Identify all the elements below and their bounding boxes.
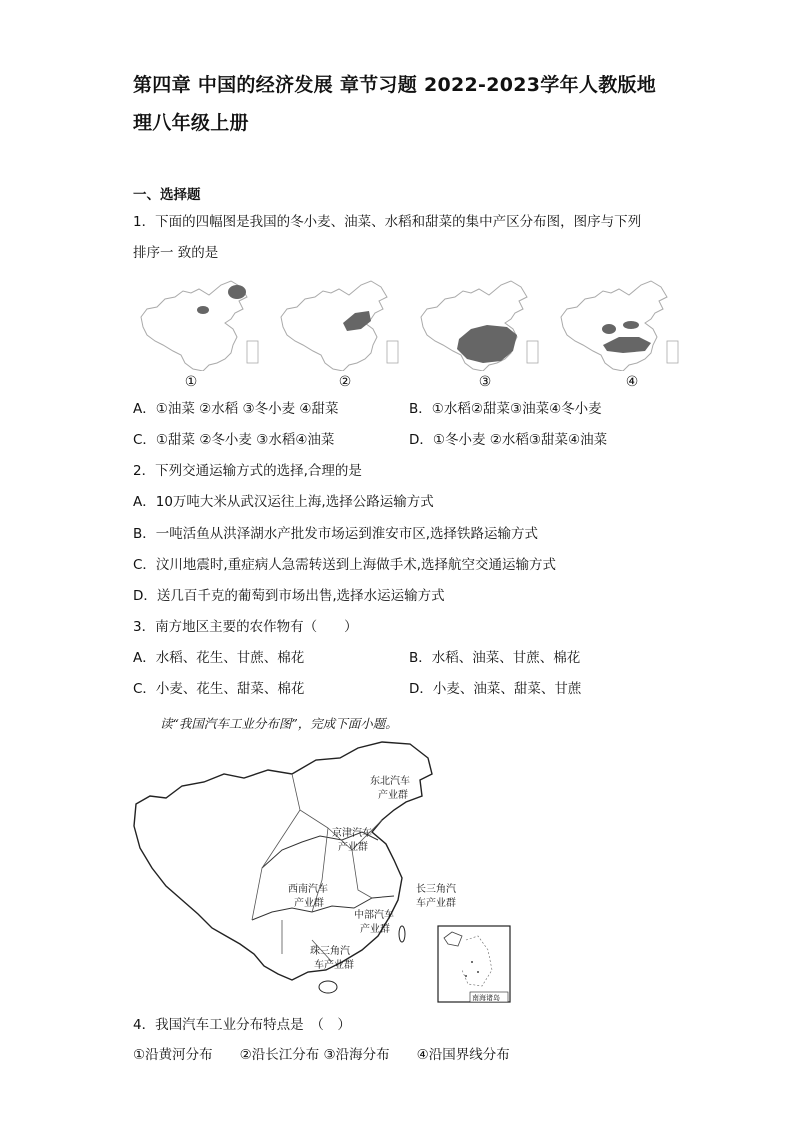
q1-maps: [133, 279, 678, 397]
label-jingjin-2: 产业群: [338, 842, 368, 853]
q3-text: 3．南方地区主要的农作物有（ ）: [133, 619, 358, 635]
q3-option-d: D．小麦、油菜、甜菜、甘蔗: [409, 681, 582, 697]
label-northeast-1: 东北汽车: [370, 776, 410, 787]
label-yangtze-2: 车产业群: [416, 898, 456, 909]
q2-option-b: B．一吨活鱼从洪泽湖水产批发市场运到淮安市区,选择铁路运输方式: [133, 526, 539, 542]
q1-option-b: B．①水稻②甜菜③油菜④冬小麦: [409, 401, 602, 417]
q3-option-a: A．水稻、花生、甘蔗、棉花: [133, 650, 305, 666]
map-1: [133, 279, 260, 371]
map-4: [553, 279, 680, 371]
south-china-sea-inset: [438, 926, 510, 1002]
q2-text: 2．下列交通运输方式的选择,合理的是: [133, 463, 362, 479]
auto-industry-map: [132, 740, 512, 1006]
map-3-label: ③: [478, 374, 492, 390]
q1-text-line2: 排序一 致的是: [133, 245, 219, 261]
inset-label: 南海诸岛: [472, 994, 500, 1002]
q3-option-c: C．小麦、花生、甜菜、棉花: [133, 681, 305, 697]
q4-options: ①沿黄河分布 ②沿长江分布 ③沿海分布 ④沿国界线分布: [133, 1047, 510, 1063]
map-3: [413, 279, 540, 371]
map-1-region: [228, 285, 246, 299]
label-pearl-1: 珠三角汽: [310, 946, 350, 957]
section-heading: 一、选择题: [133, 187, 201, 203]
map-4-label: ④: [625, 374, 639, 390]
q1-option-d: D．①冬小麦 ②水稻③甜菜④油菜: [409, 432, 608, 448]
q2-option-c: C．汶川地震时,重症病人急需转送到上海做手术,选择航空交通运输方式: [133, 557, 557, 573]
map-2-label: ②: [338, 374, 352, 390]
taiwan-island: [399, 926, 405, 942]
q3-option-b: B．水稻、油菜、甘蔗、棉花: [409, 650, 581, 666]
map-3-region: [457, 325, 517, 363]
map-1-region-2: [197, 306, 209, 314]
label-yangtze-1: 长三角汽: [416, 884, 456, 895]
q2-option-d: D．送几百千克的葡萄到市场出售,选择水运运输方式: [133, 588, 445, 604]
map-2-region: [343, 311, 371, 331]
q4-text: 4．我国汽车工业分布特点是 （ ）: [133, 1017, 351, 1033]
map-2: [273, 279, 400, 371]
label-northeast-2: 产业群: [378, 790, 408, 801]
title-line-1: 第四章 中国的经济发展 章节习题 2022-2023学年人教版地: [133, 74, 657, 96]
label-central-2: 产业群: [360, 924, 390, 935]
label-southwest-1: 西南汽车: [288, 884, 328, 895]
map-1-label: ①: [184, 374, 198, 390]
q1-option-c: C．①甜菜 ②冬小麦 ③水稻④油菜: [133, 432, 335, 448]
map-4-region-3: [603, 337, 651, 353]
q1-option-a: A．①油菜 ②水稻 ③冬小麦 ④甜菜: [133, 401, 339, 417]
map-caption: 读“我国汽车工业分布图”，完成下面小题。: [160, 716, 398, 731]
title-line-2: 理八年级上册: [133, 112, 249, 134]
page-title: [133, 66, 693, 142]
label-jingjin-1: 京津汽车: [332, 828, 372, 839]
q1-text-line1: 1．下面的四幅图是我国的冬小麦、油菜、水稻和甜菜的集中产区分布图，图序与下列: [133, 214, 642, 230]
label-pearl-2: 车产业群: [314, 960, 354, 971]
map-4-region-2: [623, 321, 639, 329]
hainan-island: [319, 981, 337, 993]
q2-option-a: A．10万吨大米从武汉运往上海,选择公路运输方式: [133, 494, 434, 510]
map-4-region-1: [602, 324, 616, 334]
label-southwest-2: 产业群: [294, 898, 324, 909]
label-central-1: 中部汽车: [354, 910, 394, 921]
